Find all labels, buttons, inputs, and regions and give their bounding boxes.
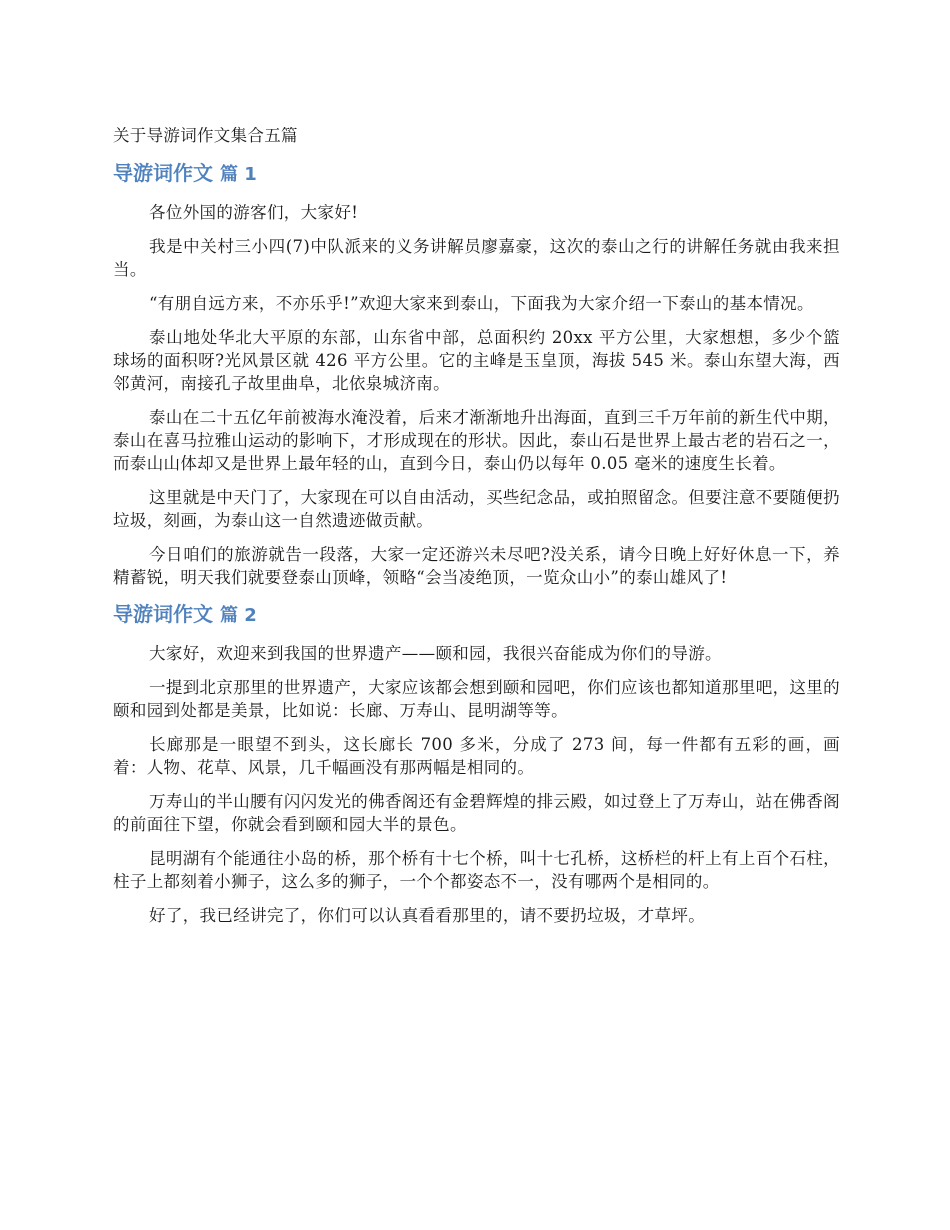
paragraph: 泰山地处华北大平原的东部，山东省中部，总面积约 20xx 平方公里，大家想想，多少个篮球场的面积呀?光风景区就 426 平方公里。它的主峰是玉皇顶，海拔 545 米。泰山东望大海，西邻黄河，南接孔子故里曲阜，北依泉城济南。: [113, 328, 840, 393]
section-heading-number: 篇 1: [219, 164, 257, 185]
paragraph: 我是中关村三小四(7)中队派来的义务讲解员廖嘉豪，这次的泰山之行的讲解任务就由我来担当。: [113, 237, 840, 279]
section-heading-number: 篇 2: [219, 605, 257, 626]
section-2: [113, 600, 840, 927]
section-1: [113, 159, 840, 589]
paragraph: 好了，我已经讲完了，你们可以认真看看那里的，请不要扔垃圾，才草坪。: [149, 906, 706, 925]
paragraph: 万寿山的半山腰有闪闪发光的佛香阁还有金碧辉煌的排云殿，如过登上了万寿山，站在佛香阁的前面往下望，你就会看到颐和园大半的景色。: [113, 792, 840, 834]
paragraph: 泰山在二十五亿年前被海水淹没着，后来才渐渐地升出海面，直到三千万年前的新生代中期，泰山在喜马拉雅山运动的影响下，才形成现在的形状。因此，泰山石是世界上最古老的岩石之一，而泰山山体却又是世界上最年轻的山，直到今日，泰山仍以每年 0.05 毫米的速度生长着。: [113, 408, 840, 473]
section-heading: [113, 159, 840, 189]
paragraph: 各位外国的游客们，大家好!: [149, 203, 359, 222]
paragraph: 长廊那是一眼望不到头，这长廊长 700 多米，分成了 273 间，每一件都有五彩的画，画着：人物、花草、风景，几千幅画没有那两幅是相同的。: [113, 735, 840, 777]
section-heading-text: 导游词作文: [113, 602, 213, 626]
paragraph: 今日咱们的旅游就告一段落，大家一定还游兴未尽吧?没关系，请今日晚上好好休息一下，养精蓄锐，明天我们就要登泰山顶峰，领略“会当凌绝顶，一览众山小”的泰山雄风了!: [113, 545, 840, 587]
paragraph: 大家好，欢迎来到我国的世界遗产——颐和园，我很兴奋能成为你们的导游。: [149, 644, 722, 663]
paragraph: “有朋自远方来，不亦乐乎!”欢迎大家来到泰山，下面我为大家介绍一下泰山的基本情况。: [149, 294, 814, 313]
paragraph: 这里就是中天门了，大家现在可以自由活动，买些纪念品，或拍照留念。但要注意不要随便扔垃圾，刻画，为泰山这一自然遗迹做贡献。: [113, 488, 840, 530]
section-heading-text: 导游词作文: [113, 161, 213, 185]
paragraph: 一提到北京那里的世界遗产，大家应该都会想到颐和园吧，你们应该也都知道那里吧，这里的颐和园到处都是美景，比如说：长廊、万寿山、昆明湖等等。: [113, 678, 840, 720]
paragraph: 昆明湖有个能通往小岛的桥，那个桥有十七个桥，叫十七孔桥，这桥栏的杆上有上百个石柱，柱子上都刻着小狮子，这么多的狮子，一个个都姿态不一，没有哪两个是相同的。: [113, 849, 840, 891]
document-title: 关于导游词作文集合五篇: [113, 126, 298, 145]
section-heading: [113, 600, 840, 630]
document-page: [113, 124, 840, 938]
